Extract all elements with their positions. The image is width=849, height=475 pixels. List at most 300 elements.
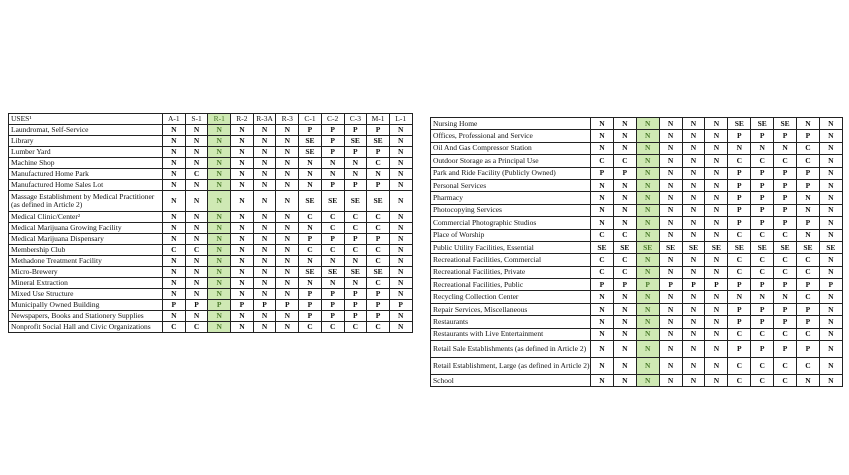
- permission-cell: SE: [774, 241, 797, 253]
- permission-cell: P: [367, 311, 390, 322]
- permission-cell: N: [253, 223, 276, 234]
- permission-cell: N: [163, 267, 186, 278]
- use-name-cell: Membership Club: [9, 245, 163, 256]
- use-name-cell: Recreational Facilities, Public: [431, 279, 591, 291]
- permission-cell: N: [231, 180, 254, 191]
- permission-cell: N: [253, 311, 276, 322]
- permission-cell: P: [321, 300, 344, 311]
- permission-cell: C: [613, 266, 636, 278]
- permission-cell: P: [751, 279, 774, 291]
- table-row: [431, 341, 843, 358]
- permission-cell: C: [185, 169, 208, 180]
- permission-cell: P: [163, 300, 186, 311]
- permission-cell: P: [751, 217, 774, 229]
- permission-cell: N: [659, 130, 682, 142]
- use-name-cell: Mineral Extraction: [9, 278, 163, 289]
- zone-header: C-3: [344, 114, 367, 125]
- permission-cell: N: [797, 192, 820, 204]
- permission-cell: C: [299, 245, 322, 256]
- permission-cell: P: [751, 179, 774, 191]
- zone-header: R-2: [231, 114, 254, 125]
- table-row: [9, 256, 413, 267]
- permission-cell: N: [682, 229, 705, 241]
- permission-cell: N: [613, 303, 636, 315]
- permission-cell: N: [299, 223, 322, 234]
- permission-cell: N: [344, 278, 367, 289]
- permission-cell: N: [659, 328, 682, 340]
- permission-cell: N: [819, 375, 842, 387]
- permission-cell: N: [276, 212, 299, 223]
- permission-cell: P: [728, 316, 751, 328]
- permission-cell: P: [728, 130, 751, 142]
- use-name-cell: Nursing Home: [431, 118, 591, 130]
- permission-cell: N: [591, 217, 614, 229]
- use-name-cell: Repair Services, Miscellaneous: [431, 303, 591, 315]
- permission-cell: N: [705, 118, 728, 130]
- permission-cell: N: [705, 303, 728, 315]
- permission-cell: P: [682, 279, 705, 291]
- permission-cell: N: [797, 229, 820, 241]
- permission-cell: N: [276, 322, 299, 333]
- permission-cell: C: [797, 254, 820, 266]
- permission-cell: N: [682, 375, 705, 387]
- permission-cell: N: [276, 267, 299, 278]
- permission-cell: N: [705, 229, 728, 241]
- table-row: [431, 358, 843, 375]
- permission-cell: N: [705, 179, 728, 191]
- permission-cell: C: [728, 328, 751, 340]
- permission-cell: N: [299, 180, 322, 191]
- permission-cell: P: [797, 130, 820, 142]
- use-name-cell: Retail Establishment, Large (as defined in Article 2): [431, 358, 591, 375]
- permission-cell: N: [231, 289, 254, 300]
- table-row: [9, 267, 413, 278]
- permission-cell: C: [367, 245, 390, 256]
- permission-cell: N: [163, 234, 186, 245]
- permission-cell: N: [389, 136, 412, 147]
- permission-cell: N: [705, 358, 728, 375]
- permission-cell: N: [276, 136, 299, 147]
- permission-cell: N: [389, 289, 412, 300]
- permission-cell: N: [705, 130, 728, 142]
- table-row: [431, 279, 843, 291]
- permission-cell: N: [819, 204, 842, 216]
- permission-cell: N: [636, 217, 659, 229]
- permission-cell: C: [728, 254, 751, 266]
- use-name-cell: Methadone Treatment Facility: [9, 256, 163, 267]
- permission-cell: P: [613, 279, 636, 291]
- permission-cell: N: [163, 180, 186, 191]
- permission-cell: SE: [299, 267, 322, 278]
- permission-cell: N: [276, 223, 299, 234]
- permission-cell: N: [389, 158, 412, 169]
- permission-cell: N: [163, 169, 186, 180]
- permission-cell: N: [591, 192, 614, 204]
- permission-cell: N: [253, 322, 276, 333]
- use-name-cell: Machine Shop: [9, 158, 163, 169]
- permission-cell: C: [751, 328, 774, 340]
- permission-cell: N: [185, 278, 208, 289]
- use-name-cell: Medical Marijuana Growing Facility: [9, 223, 163, 234]
- permission-cell: N: [321, 158, 344, 169]
- permission-cell: N: [389, 278, 412, 289]
- permission-cell: N: [659, 179, 682, 191]
- permission-cell: N: [231, 158, 254, 169]
- use-name-cell: Medical Marijuana Dispensary: [9, 234, 163, 245]
- permission-cell: N: [705, 341, 728, 358]
- permission-cell: P: [636, 279, 659, 291]
- permission-cell: N: [163, 256, 186, 267]
- permission-cell: N: [751, 291, 774, 303]
- permission-cell: C: [751, 229, 774, 241]
- permission-cell: N: [774, 291, 797, 303]
- table-row: [431, 316, 843, 328]
- permission-cell: C: [774, 229, 797, 241]
- permission-cell: N: [591, 130, 614, 142]
- zone-header: R-3: [276, 114, 299, 125]
- uses-table-right: [430, 117, 843, 387]
- permission-cell: N: [613, 130, 636, 142]
- permission-cell: P: [774, 192, 797, 204]
- permission-cell: P: [774, 217, 797, 229]
- permission-cell: N: [299, 256, 322, 267]
- permission-cell: P: [728, 303, 751, 315]
- permission-cell: N: [682, 316, 705, 328]
- permission-cell: N: [208, 169, 231, 180]
- permission-cell: P: [344, 180, 367, 191]
- permission-cell: N: [591, 303, 614, 315]
- permission-cell: N: [705, 328, 728, 340]
- permission-cell: C: [321, 223, 344, 234]
- table-row: [9, 147, 413, 158]
- permission-cell: N: [819, 266, 842, 278]
- permission-cell: N: [185, 125, 208, 136]
- permission-cell: N: [276, 234, 299, 245]
- permission-cell: N: [185, 147, 208, 158]
- permission-cell: P: [344, 300, 367, 311]
- permission-cell: N: [299, 158, 322, 169]
- permission-cell: C: [613, 155, 636, 167]
- permission-cell: C: [751, 155, 774, 167]
- permission-cell: C: [163, 245, 186, 256]
- permission-cell: N: [636, 254, 659, 266]
- permission-cell: N: [591, 316, 614, 328]
- permission-cell: C: [728, 358, 751, 375]
- permission-cell: N: [613, 204, 636, 216]
- permission-cell: N: [819, 217, 842, 229]
- permission-cell: SE: [774, 118, 797, 130]
- permission-cell: N: [819, 303, 842, 315]
- permission-cell: N: [659, 375, 682, 387]
- permission-cell: N: [208, 256, 231, 267]
- permission-cell: P: [751, 341, 774, 358]
- permission-cell: C: [299, 212, 322, 223]
- permission-cell: N: [705, 254, 728, 266]
- permission-cell: N: [613, 316, 636, 328]
- permission-cell: N: [185, 289, 208, 300]
- permission-cell: N: [231, 147, 254, 158]
- permission-cell: N: [163, 223, 186, 234]
- permission-cell: P: [321, 289, 344, 300]
- permission-cell: P: [751, 167, 774, 179]
- permission-cell: P: [344, 289, 367, 300]
- permission-cell: N: [705, 291, 728, 303]
- permission-cell: N: [705, 192, 728, 204]
- permission-cell: P: [208, 300, 231, 311]
- permission-cell: N: [636, 316, 659, 328]
- permission-cell: N: [253, 267, 276, 278]
- permission-cell: SE: [682, 241, 705, 253]
- permission-cell: N: [682, 328, 705, 340]
- permission-cell: C: [751, 375, 774, 387]
- permission-cell: N: [253, 245, 276, 256]
- permission-cell: P: [185, 300, 208, 311]
- permission-cell: N: [163, 136, 186, 147]
- use-name-cell: Offices, Professional and Service: [431, 130, 591, 142]
- use-name-cell: Library: [9, 136, 163, 147]
- permission-cell: N: [819, 229, 842, 241]
- permission-cell: N: [185, 223, 208, 234]
- permission-cell: N: [659, 291, 682, 303]
- permission-cell: P: [751, 192, 774, 204]
- table-row: [431, 192, 843, 204]
- zone-header: R-1: [208, 114, 231, 125]
- permission-cell: P: [751, 316, 774, 328]
- permission-cell: SE: [636, 241, 659, 253]
- use-name-cell: Restaurants: [431, 316, 591, 328]
- use-name-cell: Newspapers, Books and Stationery Supplies: [9, 311, 163, 322]
- use-name-cell: School: [431, 375, 591, 387]
- permission-cell: C: [344, 212, 367, 223]
- permission-cell: P: [797, 179, 820, 191]
- permission-cell: N: [344, 256, 367, 267]
- permission-cell: N: [659, 229, 682, 241]
- permission-cell: N: [797, 375, 820, 387]
- zone-header: C-2: [321, 114, 344, 125]
- permission-cell: SE: [728, 118, 751, 130]
- table-row: [9, 245, 413, 256]
- permission-cell: SE: [797, 241, 820, 253]
- permission-cell: P: [389, 300, 412, 311]
- use-name-cell: Retail Sale Establishments (as defined in Article 2): [431, 341, 591, 358]
- permission-cell: P: [321, 125, 344, 136]
- permission-cell: SE: [751, 241, 774, 253]
- permission-cell: C: [728, 155, 751, 167]
- table-row: [431, 241, 843, 253]
- table-row: [9, 158, 413, 169]
- permission-cell: N: [682, 303, 705, 315]
- table-row: [431, 155, 843, 167]
- permission-cell: N: [636, 192, 659, 204]
- permission-cell: N: [163, 311, 186, 322]
- permission-cell: P: [728, 279, 751, 291]
- permission-cell: N: [819, 155, 842, 167]
- permission-cell: N: [591, 142, 614, 154]
- permission-cell: C: [591, 155, 614, 167]
- permission-cell: N: [253, 234, 276, 245]
- permission-cell: C: [797, 266, 820, 278]
- permission-cell: P: [797, 279, 820, 291]
- permission-cell: N: [636, 142, 659, 154]
- permission-cell: P: [367, 125, 390, 136]
- permission-cell: SE: [705, 241, 728, 253]
- permission-cell: N: [208, 147, 231, 158]
- zone-header: R-3A: [253, 114, 276, 125]
- permission-cell: N: [636, 328, 659, 340]
- permission-cell: N: [682, 358, 705, 375]
- permission-cell: N: [163, 147, 186, 158]
- permission-cell: N: [682, 254, 705, 266]
- permission-cell: N: [819, 254, 842, 266]
- table-row: [9, 223, 413, 234]
- table-row: [431, 266, 843, 278]
- permission-cell: N: [208, 311, 231, 322]
- permission-cell: N: [231, 322, 254, 333]
- permission-cell: N: [705, 316, 728, 328]
- permission-cell: P: [728, 192, 751, 204]
- use-name-cell: Recycling Collection Center: [431, 291, 591, 303]
- permission-cell: N: [819, 192, 842, 204]
- permission-cell: SE: [367, 136, 390, 147]
- permission-cell: N: [321, 169, 344, 180]
- use-name-cell: Oil And Gas Compressor Station: [431, 142, 591, 154]
- permission-cell: N: [636, 155, 659, 167]
- permission-cell: N: [231, 136, 254, 147]
- uses-table-left: [8, 113, 413, 333]
- permission-cell: N: [591, 291, 614, 303]
- permission-cell: N: [276, 245, 299, 256]
- permission-cell: P: [774, 130, 797, 142]
- permission-cell: N: [728, 291, 751, 303]
- table-row: [431, 229, 843, 241]
- permission-cell: C: [774, 375, 797, 387]
- permission-cell: N: [185, 191, 208, 212]
- use-name-cell: Mixed Use Structure: [9, 289, 163, 300]
- table-row: [431, 167, 843, 179]
- permission-cell: C: [613, 229, 636, 241]
- permission-cell: C: [591, 254, 614, 266]
- permission-cell: N: [208, 245, 231, 256]
- permission-cell: N: [613, 375, 636, 387]
- permission-cell: P: [276, 300, 299, 311]
- permission-cell: N: [163, 158, 186, 169]
- use-name-cell: Micro-Brewery: [9, 267, 163, 278]
- permission-cell: N: [185, 180, 208, 191]
- permission-cell: P: [367, 234, 390, 245]
- permission-cell: P: [344, 234, 367, 245]
- permission-cell: N: [344, 158, 367, 169]
- permission-cell: N: [163, 212, 186, 223]
- permission-cell: N: [636, 266, 659, 278]
- permission-cell: N: [208, 212, 231, 223]
- permission-cell: C: [774, 266, 797, 278]
- permission-cell: N: [276, 256, 299, 267]
- permission-cell: P: [774, 179, 797, 191]
- permission-cell: N: [819, 118, 842, 130]
- permission-cell: C: [185, 322, 208, 333]
- permission-cell: N: [682, 204, 705, 216]
- permission-cell: N: [682, 291, 705, 303]
- permission-cell: N: [659, 155, 682, 167]
- permission-cell: N: [208, 223, 231, 234]
- permission-cell: N: [636, 291, 659, 303]
- permission-cell: N: [231, 278, 254, 289]
- permission-cell: N: [208, 289, 231, 300]
- table-row: [431, 328, 843, 340]
- permission-cell: SE: [367, 267, 390, 278]
- permission-cell: P: [253, 300, 276, 311]
- permission-cell: P: [751, 204, 774, 216]
- permission-cell: N: [276, 147, 299, 158]
- permission-cell: P: [344, 147, 367, 158]
- permission-cell: N: [682, 179, 705, 191]
- permission-cell: P: [659, 279, 682, 291]
- permission-cell: N: [208, 180, 231, 191]
- permission-cell: N: [208, 125, 231, 136]
- permission-cell: C: [591, 266, 614, 278]
- permission-cell: N: [591, 179, 614, 191]
- permission-cell: N: [613, 358, 636, 375]
- permission-cell: N: [321, 256, 344, 267]
- permission-cell: N: [636, 341, 659, 358]
- permission-cell: N: [636, 118, 659, 130]
- permission-cell: SE: [751, 118, 774, 130]
- permission-cell: P: [231, 300, 254, 311]
- permission-cell: P: [591, 279, 614, 291]
- permission-cell: P: [344, 125, 367, 136]
- permission-cell: N: [774, 142, 797, 154]
- permission-cell: N: [389, 191, 412, 212]
- permission-cell: P: [705, 279, 728, 291]
- permission-cell: C: [751, 266, 774, 278]
- permission-cell: N: [276, 311, 299, 322]
- permission-cell: C: [728, 229, 751, 241]
- permission-cell: N: [819, 358, 842, 375]
- permission-cell: N: [253, 191, 276, 212]
- permission-cell: P: [299, 289, 322, 300]
- use-name-cell: Commercial Photographic Studios: [431, 217, 591, 229]
- permission-cell: C: [591, 229, 614, 241]
- permission-cell: N: [231, 169, 254, 180]
- table-row: [9, 322, 413, 333]
- permission-cell: C: [344, 223, 367, 234]
- zone-header: M-1: [367, 114, 390, 125]
- permission-cell: N: [253, 289, 276, 300]
- permission-cell: N: [389, 311, 412, 322]
- permission-cell: P: [728, 341, 751, 358]
- permission-cell: N: [636, 375, 659, 387]
- permission-cell: C: [344, 245, 367, 256]
- zone-header: A-1: [163, 114, 186, 125]
- permission-cell: P: [797, 303, 820, 315]
- permission-cell: P: [728, 204, 751, 216]
- permission-cell: N: [253, 212, 276, 223]
- permission-cell: N: [613, 192, 636, 204]
- use-name-cell: Recreational Facilities, Commercial: [431, 254, 591, 266]
- permission-cell: N: [185, 234, 208, 245]
- table-row: [431, 303, 843, 315]
- permission-cell: N: [389, 256, 412, 267]
- permission-cell: N: [231, 234, 254, 245]
- permission-cell: N: [636, 358, 659, 375]
- uses-header: USES¹: [9, 114, 163, 125]
- permission-cell: N: [636, 303, 659, 315]
- permission-cell: N: [231, 267, 254, 278]
- permission-cell: N: [682, 341, 705, 358]
- permission-cell: P: [774, 204, 797, 216]
- permission-cell: N: [705, 142, 728, 154]
- permission-cell: N: [163, 278, 186, 289]
